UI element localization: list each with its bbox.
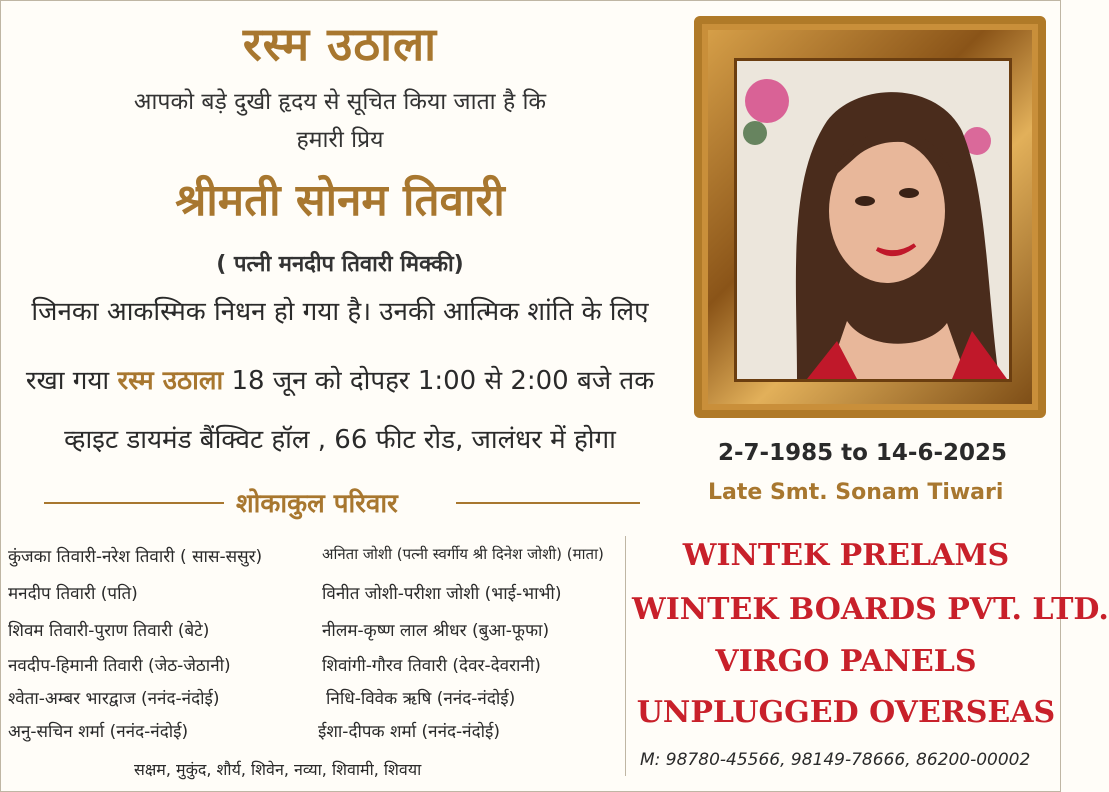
family-left-5: अनु-सचिन शर्मा (ननंद-नंदोई) bbox=[8, 722, 189, 742]
announcement-line-2 bbox=[0, 361, 680, 397]
family-right-2: नीलम-कृष्ण लाल श्रीधर (बुआ-फूफा) bbox=[322, 621, 550, 641]
announcement-ceremony-highlight: रस्म उठाला bbox=[117, 366, 224, 396]
family-left-2: शिवम तिवारी-पुराण तिवारी (बेटे) bbox=[8, 621, 210, 641]
divider-left bbox=[44, 502, 224, 504]
family-right-1: विनीत जोशी-परीशा जोशी (भाई-भाभी) bbox=[322, 584, 562, 604]
company-name-1: WINTEK PRELAMS bbox=[682, 538, 1010, 573]
company-name-4: UNPLUGGED OVERSEAS bbox=[636, 695, 1056, 730]
family-right-0: अनिता जोशी (पत्नी स्वर्गीय श्री दिनेश जोशी) (माता) bbox=[322, 545, 604, 563]
portrait-illustration bbox=[737, 61, 1009, 379]
intro-line-2: हमारी प्रिय bbox=[296, 127, 384, 153]
page-title: रस्म उठाला bbox=[242, 17, 438, 71]
contact-phones: M: 98780-45566, 98149-78666, 86200-00002 bbox=[640, 750, 1031, 770]
grandchildren-line: सक्षम, मुकुंद, शौर्य, शिवेन, नव्या, शिवामी, शिवया bbox=[134, 760, 422, 779]
family-left-0: कुंजका तिवारी-नरेश तिवारी ( सास-ससुर) bbox=[8, 547, 263, 567]
announcement-venue: व्हाइट डायमंड बैंक्विट हॉल , 66 फीट रोड, जालंधर में होगा bbox=[64, 425, 616, 455]
deceased-name: श्रीमती सोनम तिवारी bbox=[175, 175, 505, 226]
announcement-line-2-suffix: 18 जून को दोपहर 1:00 से 2:00 बजे तक bbox=[231, 366, 655, 396]
family-heading: शोकाकुल परिवार bbox=[236, 489, 398, 519]
company-name-2: WINTEK BOARDS PVT. LTD. bbox=[632, 592, 1109, 627]
family-left-4: श्वेता-अम्बर भारद्वाज (ननंद-नंदोई) bbox=[8, 689, 220, 709]
portrait-photo bbox=[734, 58, 1012, 382]
family-left-3: नवदीप-हिमानी तिवारी (जेठ-जेठानी) bbox=[8, 656, 231, 676]
spouse-line: ( पत्नी मनदीप तिवारी मिक्की) bbox=[216, 252, 464, 277]
photo-frame bbox=[694, 16, 1046, 418]
announcement-line-2-prefix: रखा गया bbox=[25, 366, 110, 396]
late-name-caption: Late Smt. Sonam Tiwari bbox=[708, 480, 1004, 505]
column-divider bbox=[625, 536, 626, 776]
announcement-line-1: जिनका आकस्मिक निधन हो गया है। उनकी आत्मिक शांति के लिए bbox=[31, 297, 649, 327]
life-dates: 2-7-1985 to 14-6-2025 bbox=[718, 440, 1008, 466]
intro-line-1: आपको बड़े दुखी हृदय से सूचित किया जाता है कि bbox=[133, 89, 547, 115]
family-right-4: निधि-विवेक ऋषि (ननंद-नंदोई) bbox=[326, 689, 516, 709]
divider-right bbox=[456, 502, 640, 504]
family-right-3: शिवांगी-गौरव तिवारी (देवर-देवरानी) bbox=[322, 656, 541, 676]
family-left-1: मनदीप तिवारी (पति) bbox=[8, 584, 138, 604]
family-right-5: ईशा-दीपक शर्मा (ननंद-नंदोई) bbox=[318, 722, 501, 742]
company-name-3: VIRGO PANELS bbox=[715, 644, 977, 679]
